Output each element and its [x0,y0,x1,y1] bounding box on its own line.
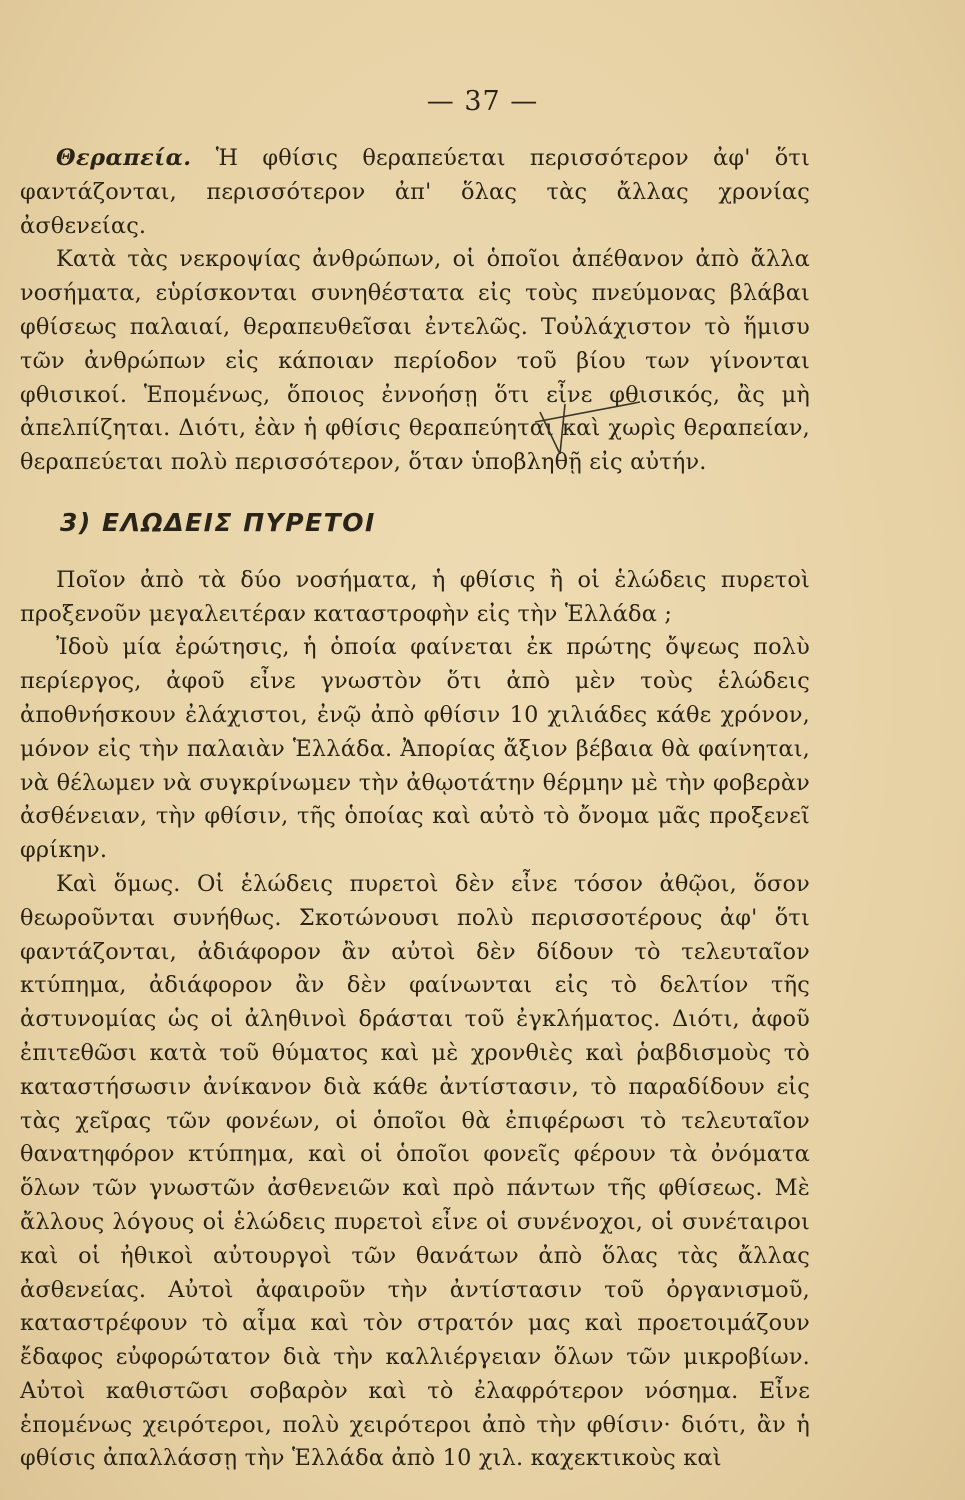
therapy-paragraph-text: Ἡ φθίσις θεραπεύεται περισσότερον ἀφ' ὅτι φαντάζονται, περισσότερον ἀπ' ὅλας τὰς ἄλλας χρονίας ἀσθενείας. [20,145,810,239]
question-paragraph: Ποῖον ἀπὸ τὰ δύο νοσήματα, ἡ φθίσις ἢ οἱ ἑλώδεις πυρετοὶ προξενοῦν μεγαλειτέραν καταστροφὴν εἰς τὴν Ἑλλάδα ; [20,566,810,627]
therapy-lead-word: Θεραπεία. [56,145,192,171]
body-text [20,142,810,1476]
comparison-paragraph: Ἰδοὺ μία ἐρώτησις, ἡ ὁποία φαίνεται ἐκ πρώτης ὄψεως πολὺ περίεργος, ἀφοῦ εἶνε γνωστὸν ὅτι ἀπὸ μὲν τοὺς ἑλώδεις ἀποθνήσκουν ἐλάχιστοι, ἐνῷ ἀπὸ φθίσιν 10 χιλιάδες κάθε χρόνον, μόνον εἰς τὴν παλαιὰν Ἑλλάδα. Ἀπορίας ἄξιον βέβαια θὰ φαίνηται, νὰ θέλωμεν νὰ συγκρίνωμεν τὴν ἀθῳοτάτην θέρμην μὲ τὴν φοβερὰν ἀσθένειαν, τὴν φθίσιν, τῆς ὁποίας καὶ αὐτὸ τὸ ὄνομα μᾶς προξενεῖ φρίκην. [20,634,810,864]
pencil-checkmark-icon [530,392,660,472]
malaria-paragraph: Καὶ ὅμως. Οἱ ἑλώδεις πυρετοὶ δὲν εἶνε τόσον ἀθῷοι, ὅσον θεωροῦνται συνήθως. Σκοτώνουσι πολὺ περισσοτέρους ἀφ' ὅτι φαντάζονται, ἀδιάφορον ἂν αὐτοὶ δὲν δίδουν τὸ τελευταῖον κτύπημα, ἀδιάφορον ἂν δὲν φαίνωνται εἰς τὸ δελτίον τῆς ἀστυνομίας ὡς οἱ ἀληθινοὶ δράσται τοῦ ἐγκλήματος. Διότι, ἀφοῦ ἐπιτεθῶσι κατὰ τοῦ θύματος καὶ μὲ χρονθιὲς καὶ ῥαβδισμοὺς τὸ καταστήσωσιν ἀνίκανον διὰ κάθε ἀντίστασιν, τὸ παραδίδουν εἰς τὰς χεῖρας τῶν φονέων, οἱ ὁποῖοι θὰ ἐπιφέρωσι τὸ τελευταῖον θανατηφόρον κτύπημα, καὶ οἱ ὁποῖοι φονεῖς φέρουν τὰ ὀνόματα ὅλων τῶν γνωστῶν ἀσθενειῶν καὶ πρὸ πάντων τῆς φθίσεως. Μὲ ἄλλους λόγους οἱ ἑλώδεις πυρετοὶ εἶνε οἱ συνένοχοι, οἱ συνέταιροι καὶ οἱ ἠθικοὶ αὐτουργοὶ τῶν θανάτων ἀπὸ ὅλας τὰς ἄλλας ἀσθενείας. Αὐτοὶ ἀφαιροῦν τὴν ἀντίστασιν τοῦ ὀργανισμοῦ, καταστρέφουν τὸ αἷμα καὶ τὸν στρατόν μας καὶ προετοιμάζουν ἔδαφος εὐφορώτατον διὰ τὴν καλλιέργειαν ὅλων τῶν μικροβίων. Αὐτοὶ καθιστῶσι σοβαρὸν καὶ τὸ ἐλαφρότερον νόσημα. Εἶνε ἑπομένως χειρότεροι, πολὺ χειρότεροι ἀπὸ τὴν φθίσιν· διότι, ἂν ἡ φθίσις ἀπαλλάσσῃ τὴν Ἑλλάδα ἀπὸ 10 χιλ. καχεκτικοὺς καὶ [20,870,810,1472]
section-heading: 3) ΕΛΩΔΕΙΣ ΠΥΡΕΤΟΙ [60,507,376,537]
autopsy-paragraph: Κατὰ τὰς νεκροψίας ἀνθρώπων, οἱ ὁποῖοι ἀπέθανον ἀπὸ ἄλλα νοσήματα, εὑρίσκονται συνηθέστατα εἰς τοὺς πνεύμονας βλάβαι φθίσεως παλαιαί, θεραπευθεῖσαι ἐντελῶς. Τοὐλάχιστον τὸ ἥμισυ τῶν ἀνθρώπων εἰς κάποιαν περίοδον τοῦ βίου των γίνονται φθισικοί. Ἑπομένως, ὅποιος ἐννοήσῃ ὅτι εἶνε φθισικός, ἂς μὴ ἀπελπίζηται. Διότι, ἐὰν ἡ φθίσις θεραπεύηται καὶ χωρὶς θεραπείαν, θεραπεύεται πολὺ περισσότερον, ὅταν ὑποβληθῇ εἰς αὐτήν. [20,246,810,476]
therapy-paragraph [20,142,810,243]
page-number: — 37 — [426,86,539,117]
